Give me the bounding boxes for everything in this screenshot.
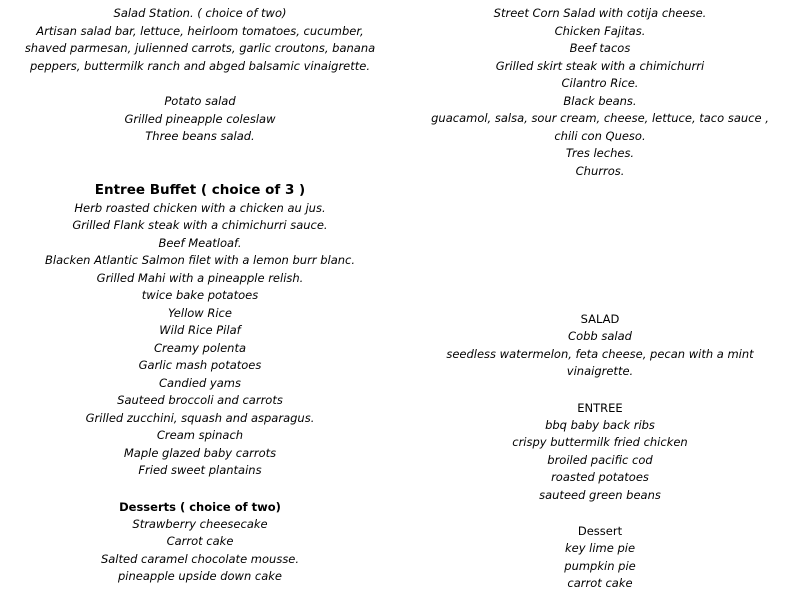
- salad-station-section: [0, 5, 400, 75]
- menu-line: Three beans salad.: [145, 129, 255, 143]
- menu-line: pineapple upside down cake: [117, 569, 283, 583]
- spacer: [0, 480, 400, 498]
- menu-line: Grilled pineapple coleslaw: [124, 111, 276, 126]
- dessert-heading: Dessert: [577, 524, 623, 538]
- menu-line: Tres leches.: [565, 146, 635, 160]
- desserts-heading: Desserts ( choice of two): [119, 499, 281, 514]
- spacer: [0, 146, 400, 180]
- menu-line: Sauteed broccoli and carrots: [117, 393, 283, 407]
- menu-line: Carrot cake: [166, 534, 234, 548]
- spacer: [400, 504, 800, 522]
- spacer: [400, 381, 800, 399]
- menu-line: guacamol, salsa, sour cream, cheese, lettuce, taco sauce ,: [431, 111, 769, 125]
- menu-line: Salad Station. ( choice of two): [113, 6, 287, 20]
- menu-line: Strawberry cheesecake: [132, 516, 268, 531]
- menu-line: Chicken Fajitas.: [554, 23, 646, 38]
- menu-line: Maple glazed baby carrots: [123, 445, 277, 460]
- menu-line: Grilled Flank steak with a chimichurri sauce.: [72, 218, 328, 232]
- salad-heading: SALAD: [580, 312, 620, 326]
- entree-section: [400, 417, 800, 505]
- menu-line: Herb roasted chicken with a chicken au jus.: [74, 200, 326, 215]
- salad-section: [400, 328, 800, 381]
- menu-line: Cilantro Rice.: [561, 76, 639, 90]
- menu-line: twice bake potatoes: [141, 288, 259, 302]
- menu-line: peppers, buttermilk ranch and abged balsamic vinaigrette.: [29, 58, 371, 73]
- menu-line: chili con Queso.: [554, 128, 646, 143]
- entree-buffet-heading: Entree Buffet ( choice of 3 ): [94, 181, 306, 198]
- menu-line: Salted caramel chocolate mousse.: [100, 551, 300, 566]
- menu-line: Potato salad: [164, 94, 236, 108]
- menu-line: pumpkin pie: [564, 558, 636, 573]
- menu-line: Churros.: [575, 163, 625, 178]
- menu-line: Beef tacos: [569, 41, 631, 55]
- menu-line: Blacken Atlantic Salmon filet with a lemon burr blanc.: [44, 253, 356, 267]
- menu-line: Street Corn Salad with cotija cheese.: [493, 6, 707, 20]
- menu-line: bbq baby back ribs: [545, 417, 655, 432]
- menu-line: Cream spinach: [156, 428, 244, 442]
- menu-line: Grilled Mahi with a pineapple relish.: [96, 270, 304, 285]
- mexican-section: [400, 5, 800, 180]
- menu-line: carrot cake: [567, 576, 633, 590]
- menu-line: Wild Rice Pilaf: [159, 323, 241, 337]
- entree-buffet-section: [0, 200, 400, 288]
- menu-line: Grilled zucchini, squash and asparagus.: [85, 410, 315, 425]
- menu-line: Cobb salad: [568, 329, 632, 343]
- menu-line: sauteed green beans: [539, 487, 661, 502]
- menu-line: Artisan salad bar, lettuce, heirloom tomatoes, cucumber,: [36, 23, 364, 38]
- right-menu-column: [400, 5, 800, 593]
- menu-line: shaved parmesan, julienned carrots, garlic croutons, banana: [24, 41, 376, 55]
- menu-line: crispy buttermilk fried chicken: [512, 435, 688, 449]
- menu-line: Grilled skirt steak with a chimichurri: [495, 58, 705, 73]
- left-menu-column: [0, 5, 400, 586]
- desserts-section: [0, 516, 400, 586]
- dessert-section: [400, 540, 800, 593]
- menu-line: vinaigrette.: [566, 364, 634, 378]
- entree-heading: ENTREE: [577, 400, 623, 415]
- menu-line: Candied yams: [159, 375, 241, 390]
- menu-line: roasted potatoes: [551, 470, 649, 484]
- menu-line: key lime pie: [564, 541, 636, 555]
- spacer: [0, 75, 400, 93]
- spacer: [400, 180, 800, 310]
- entree-sides-section: [0, 287, 400, 480]
- menu-line: Fried sweet plantains: [138, 463, 262, 477]
- menu-line: Yellow Rice: [168, 305, 232, 320]
- menu-line: Creamy polenta: [154, 340, 246, 355]
- menu-line: seedless watermelon, feta cheese, pecan with a mint: [446, 346, 754, 361]
- menu-line: Beef Meatloaf.: [158, 235, 242, 250]
- salad-sides-section: [0, 93, 400, 146]
- menu-line: Garlic mash potatoes: [138, 358, 262, 372]
- menu-line: Black beans.: [563, 93, 637, 108]
- menu-line: broiled pacific cod: [547, 452, 653, 467]
